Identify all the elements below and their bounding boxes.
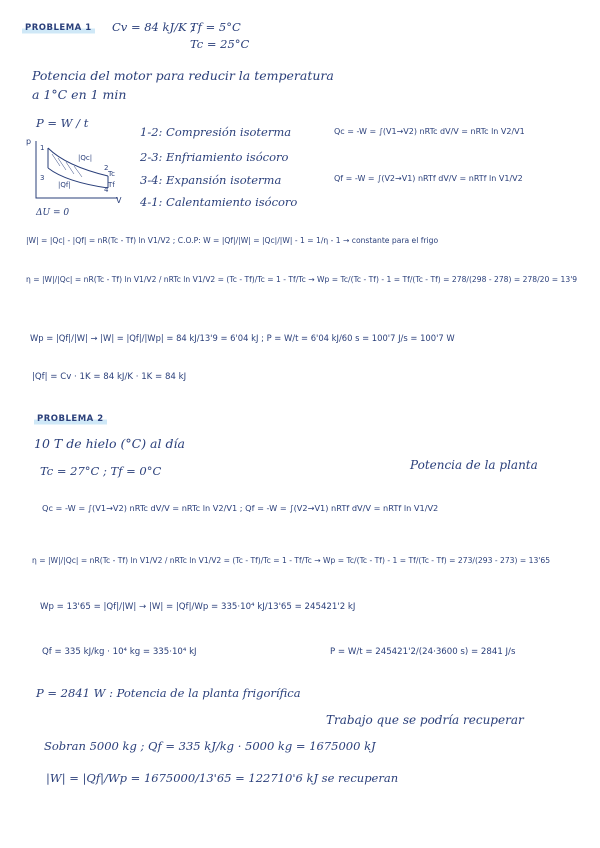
p-axis-label: p <box>26 137 32 146</box>
p2-heat-equations: Qc = -W = ∫(V1→V2) nRTc dV/V = nRTc ln V2/V1 ; Qf = -W = ∫(V2→V1) nRTf dV/V = nRTf ln V1/V2 <box>42 503 439 513</box>
power-definition: P = W / t <box>36 116 89 130</box>
efficiency-line: η = |W|/|Qc| = nR(Tc - Tf) ln V1/V2 / nRTc ln V1/V2 = (Tc - Tf)/Tc = 1 - Tf/Tc → Wp = Tc/(Tc - Tf) - 1 = Tf/(Tc - Tf) = 278/(298 - 278) = 278/20 = 13'9 <box>26 275 578 284</box>
recover-label: Trabajo que se podría recuperar <box>326 713 524 727</box>
qc-label: |Qc| <box>78 154 93 162</box>
work-cop-line: |W| = |Qc| - |Qf| = nR(Tc - Tf) ln V1/V2 ; C.O.P: W = |Qf|/|W| = |Qc|/|W| - 1 = 1/η - 1 → constante para el frigo <box>26 236 439 245</box>
p2-efficiency-line: η = |W|/|Qc| = nR(Tc - Tf) ln V1/V2 / nRTc ln V1/V2 = (Tc - Tf)/Tc = 1 - Tf/Tc → Wp = Tc/(Tc - Tf) - 1 = Tf/(Tc - Tf) = 273/(293 - 273) = 13'65 <box>32 556 551 565</box>
point-2-label: 2 <box>104 164 109 172</box>
recovered-work-line: |W| = |Qf|/Wp = 1675000/13'65 = 122710'6 kJ se recuperan <box>46 771 399 785</box>
step-2-3: 2-3: Enfriamiento isócoro <box>140 150 289 164</box>
point-3-label: 3 <box>40 174 45 182</box>
problem-1-subtitle: a 1°C en 1 min <box>32 87 127 102</box>
step-1-2: 1-2: Compresión isoterma <box>140 125 292 139</box>
p2-result: P = 2841 W : Potencia de la planta frigorífica <box>36 686 301 700</box>
v-axis-label: V <box>116 196 122 205</box>
step-3-4: 3-4: Expansión isoterma <box>140 173 282 187</box>
p2-qf-line: Qf = 335 kJ/kg · 10⁴ kg = 335·10⁴ kJ <box>42 647 197 657</box>
problem-2-temps: Tc = 27°C ; Tf = 0°C <box>40 464 162 478</box>
qf-equation: Qf = -W = ∫(V2→V1) nRTf dV/V = nRTf ln V1/V2 <box>334 174 523 183</box>
given-cv: Cv = 84 kJ/K ; <box>112 20 195 34</box>
p2-power-line: P = W/t = 245421'2/(24·3600 s) = 2841 J/s <box>330 647 516 657</box>
step-4-1: 4-1: Calentamiento isócoro <box>140 195 298 209</box>
problem-2-heading: PROBLEMA 2 <box>34 415 107 425</box>
wp-power-line: Wp = |Qf|/|W| → |W| = |Qf|/|Wp| = 84 kJ/13'9 = 6'04 kJ ; P = W/t = 6'04 kJ/60 s = 100'7 J/s = 100'7 W <box>30 333 455 343</box>
delta-u: ΔU = 0 <box>36 208 70 218</box>
p2-wp-line: Wp = 13'65 = |Qf|/|W| → |W| = |Qf|/Wp = 335·10⁴ kJ/13'65 = 245421'2 kJ <box>40 602 356 612</box>
point-4-label: 4 <box>104 186 109 194</box>
problem-2-title: 10 T de hielo (°C) al día <box>34 436 185 451</box>
tc-label: Tc <box>108 170 115 178</box>
problem-1-heading: PROBLEMA 1 <box>22 24 95 34</box>
problem-1-title: Potencia del motor para reducir la temperatura <box>32 68 334 83</box>
given-tf: Tf = 5°C <box>190 20 241 34</box>
tf-label: Tf <box>108 181 115 189</box>
surplus-line: Sobran 5000 kg ; Qf = 335 kJ/kg · 5000 kg = 1675000 kJ <box>44 739 376 753</box>
given-tc: Tc = 25°C <box>190 37 250 51</box>
qf-label: |Qf| <box>58 181 71 189</box>
qf-line: |Qf| = Cv · 1K = 84 kJ/K · 1K = 84 kJ <box>32 372 187 382</box>
plant-power-label: Potencia de la planta <box>410 458 538 472</box>
qc-equation: Qc = -W = ∫(V1→V2) nRTc dV/V = nRTc ln V2/V1 <box>334 127 525 136</box>
point-1-label: 1 <box>40 144 45 152</box>
